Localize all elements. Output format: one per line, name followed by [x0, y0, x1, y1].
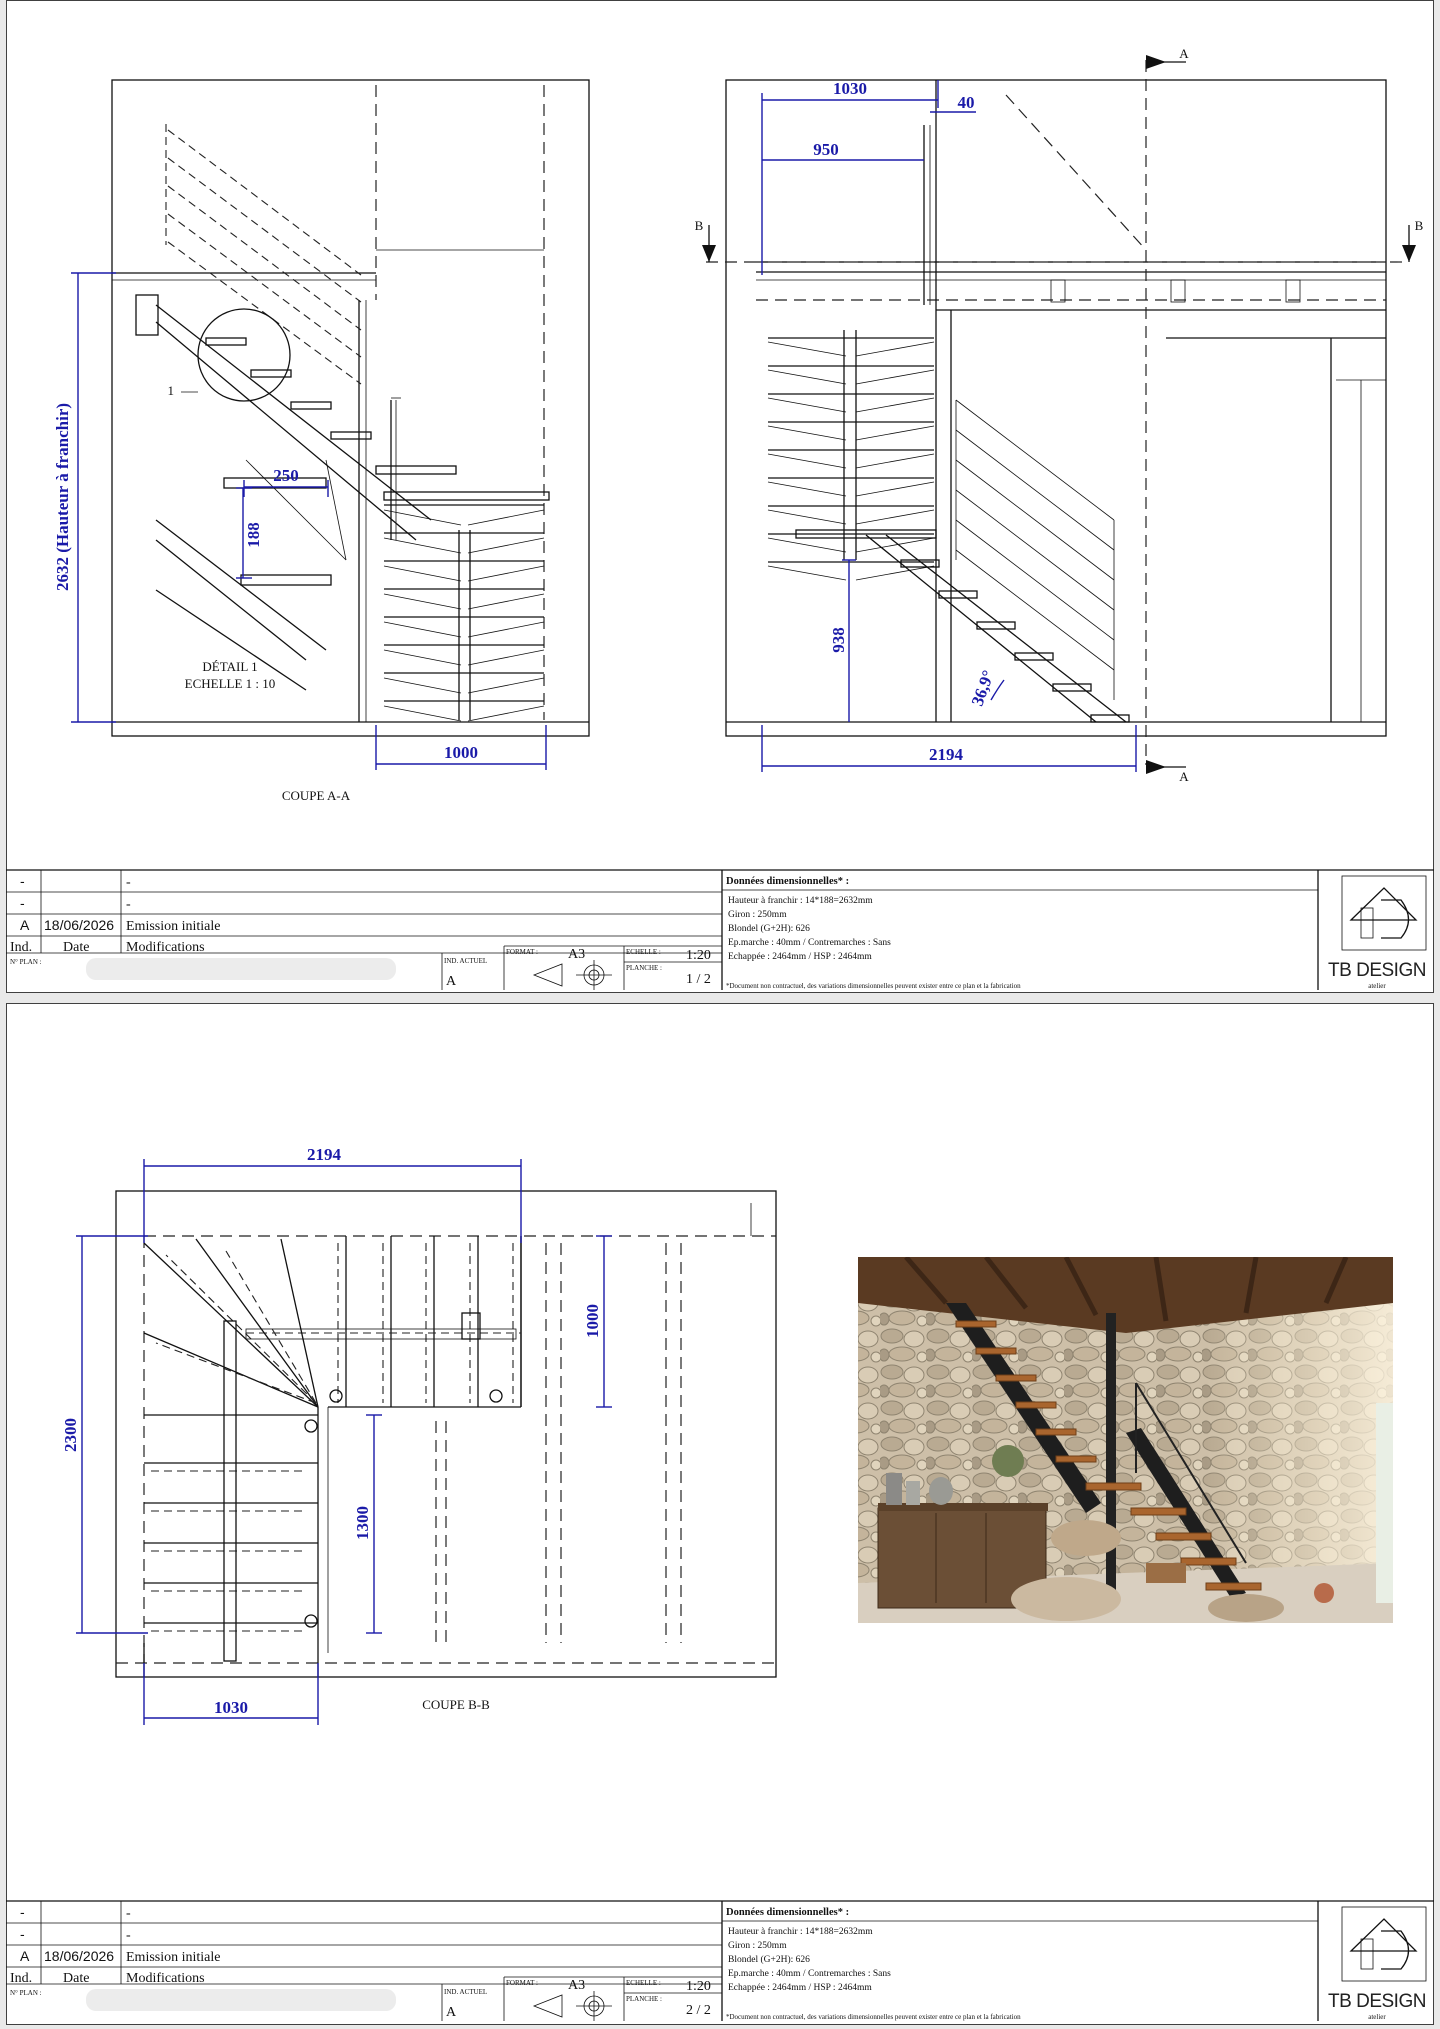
- rev-modification: -: [126, 1906, 131, 1921]
- disclaimer: *Document non contractuel, des variations dimensionnelles peuvent exister entre ce plan et la fabrication: [726, 2013, 1021, 2021]
- dim-1030: 1030: [833, 79, 867, 98]
- planche-label: PLANCHE :: [626, 964, 662, 972]
- detail-title: DÉTAIL 1: [202, 659, 258, 674]
- data-line: Hauteur à franchir : 14*188=2632mm: [728, 896, 873, 906]
- data-line: Blondel (G+2H): 626: [728, 924, 810, 934]
- header-ind: Ind.: [10, 1971, 33, 1986]
- data-line: Ep.marche : 40mm / Contremarches : Sans: [728, 1969, 891, 1979]
- format-label: FORMAT :: [506, 948, 538, 956]
- plan-title: COUPE B-B: [422, 1697, 490, 1712]
- format-label: FORMAT :: [506, 1979, 538, 1987]
- cut-a-bottom: A: [1179, 769, 1189, 784]
- plan-dim-1300: 1300: [353, 1506, 372, 1540]
- ind-actuel-label: IND. ACTUEL: [444, 1988, 488, 1996]
- section-a-a: [53, 80, 589, 803]
- detail-scale: ECHELLE 1 : 10: [184, 676, 276, 691]
- sheet-1-svg: [6, 0, 1434, 993]
- dim-rise: 188: [244, 522, 263, 548]
- rev-modification: Emission initiale: [126, 919, 221, 934]
- section-b-view: [695, 46, 1424, 784]
- logo-text: TB DESIGN: [1328, 960, 1426, 981]
- header-modifications: Modifications: [126, 940, 205, 955]
- rev-ind: -: [20, 1904, 25, 1920]
- rev-date: 18/06/2026: [44, 917, 115, 933]
- data-line: Giron : 250mm: [728, 910, 787, 920]
- data-line: Hauteur à franchir : 14*188=2632mm: [728, 1927, 873, 1937]
- detail-callout-label: 1: [167, 383, 174, 398]
- scale-value: 1:20: [686, 1979, 711, 1994]
- scale-value: 1:20: [686, 948, 711, 963]
- rev-modification: -: [126, 1928, 131, 1943]
- data-title: Données dimensionnelles* :: [726, 876, 850, 887]
- header-date: Date: [63, 940, 90, 955]
- rev-date: 18/06/2026: [44, 1948, 115, 1964]
- data-line: Echappée : 2464mm / HSP : 2464mm: [728, 1983, 872, 1993]
- data-line: Ep.marche : 40mm / Contremarches : Sans: [728, 938, 891, 948]
- dim-40: 40: [957, 93, 975, 112]
- data-title: Données dimensionnelles* :: [726, 1907, 850, 1918]
- projection-symbol: [534, 1991, 612, 2021]
- title-block-2: [6, 1901, 1434, 2021]
- title-block-1: [6, 870, 1434, 990]
- rev-modification: Emission initiale: [126, 1950, 221, 1965]
- plan-number-label: N° PLAN :: [10, 958, 42, 966]
- rev-ind: -: [20, 1926, 25, 1942]
- plan-dim-2300: 2300: [61, 1418, 80, 1452]
- format-value: A3: [568, 947, 586, 962]
- plan-dim-2194: 2194: [307, 1145, 341, 1164]
- logo-sub: atelier: [1368, 982, 1386, 990]
- logo-text: TB DESIGN: [1328, 1991, 1426, 2012]
- scale-label: ECHELLE :: [626, 948, 661, 956]
- dim-2194: 2194: [929, 745, 963, 764]
- format-value: A3: [568, 1978, 586, 1993]
- tb-design-logo: [1328, 876, 1426, 990]
- logo-sub: atelier: [1368, 2013, 1386, 2021]
- drawing-sheet-1: [6, 0, 1434, 993]
- plan-dim-1030: 1030: [214, 1698, 248, 1717]
- redacted-plan-number: [86, 958, 396, 980]
- disclaimer: *Document non contractuel, des variations dimensionnelles peuvent exister entre ce plan et la fabrication: [726, 982, 1021, 990]
- ind-actuel-label: IND. ACTUEL: [444, 957, 488, 965]
- drawing-sheet-2: [6, 1003, 1434, 2025]
- dim-going: 250: [273, 466, 299, 485]
- data-line: Blondel (G+2H): 626: [728, 1955, 810, 1965]
- header-date: Date: [63, 1971, 90, 1986]
- plan-dim-1000: 1000: [583, 1304, 602, 1338]
- dim-938: 938: [829, 627, 848, 653]
- cut-a-top: A: [1179, 46, 1189, 61]
- planche-value: 2 / 2: [686, 2003, 711, 2018]
- rev-ind: -: [20, 873, 25, 889]
- plan-number-label: N° PLAN :: [10, 1989, 42, 1997]
- rev-modification: -: [126, 875, 131, 890]
- rev-ind: -: [20, 895, 25, 911]
- rev-ind: A: [20, 1948, 30, 1964]
- redacted-plan-number: [86, 1989, 396, 2011]
- planche-value: 1 / 2: [686, 972, 711, 987]
- tb-design-logo: [1328, 1907, 1426, 2021]
- header-modifications: Modifications: [126, 1971, 205, 1986]
- ind-actuel-value: A: [446, 974, 457, 989]
- scale-label: ECHELLE :: [626, 1979, 661, 1987]
- staircase-render-photo: [858, 1257, 1393, 1623]
- sheet-2-svg: [6, 1003, 1434, 2025]
- dim-height: 2632 (Hauteur à franchir): [53, 402, 72, 592]
- cut-b-right: B: [1414, 218, 1424, 233]
- plan-b-b: [61, 1145, 776, 1725]
- dim-950: 950: [813, 140, 839, 159]
- projection-symbol: [534, 960, 612, 990]
- detail-1: [156, 460, 346, 690]
- planche-label: PLANCHE :: [626, 1995, 662, 2003]
- cut-b-left: B: [694, 218, 704, 233]
- angle-label: 36,9°: [967, 667, 999, 709]
- header-ind: Ind.: [10, 940, 33, 955]
- ind-actuel-value: A: [446, 2005, 457, 2020]
- data-line: Giron : 250mm: [728, 1941, 787, 1951]
- dim-width-1000: 1000: [444, 743, 478, 762]
- rev-modification: -: [126, 897, 131, 912]
- section-a-a-title: COUPE A-A: [281, 788, 351, 803]
- rev-ind: A: [20, 917, 30, 933]
- data-line: Echappée : 2464mm / HSP : 2464mm: [728, 952, 872, 962]
